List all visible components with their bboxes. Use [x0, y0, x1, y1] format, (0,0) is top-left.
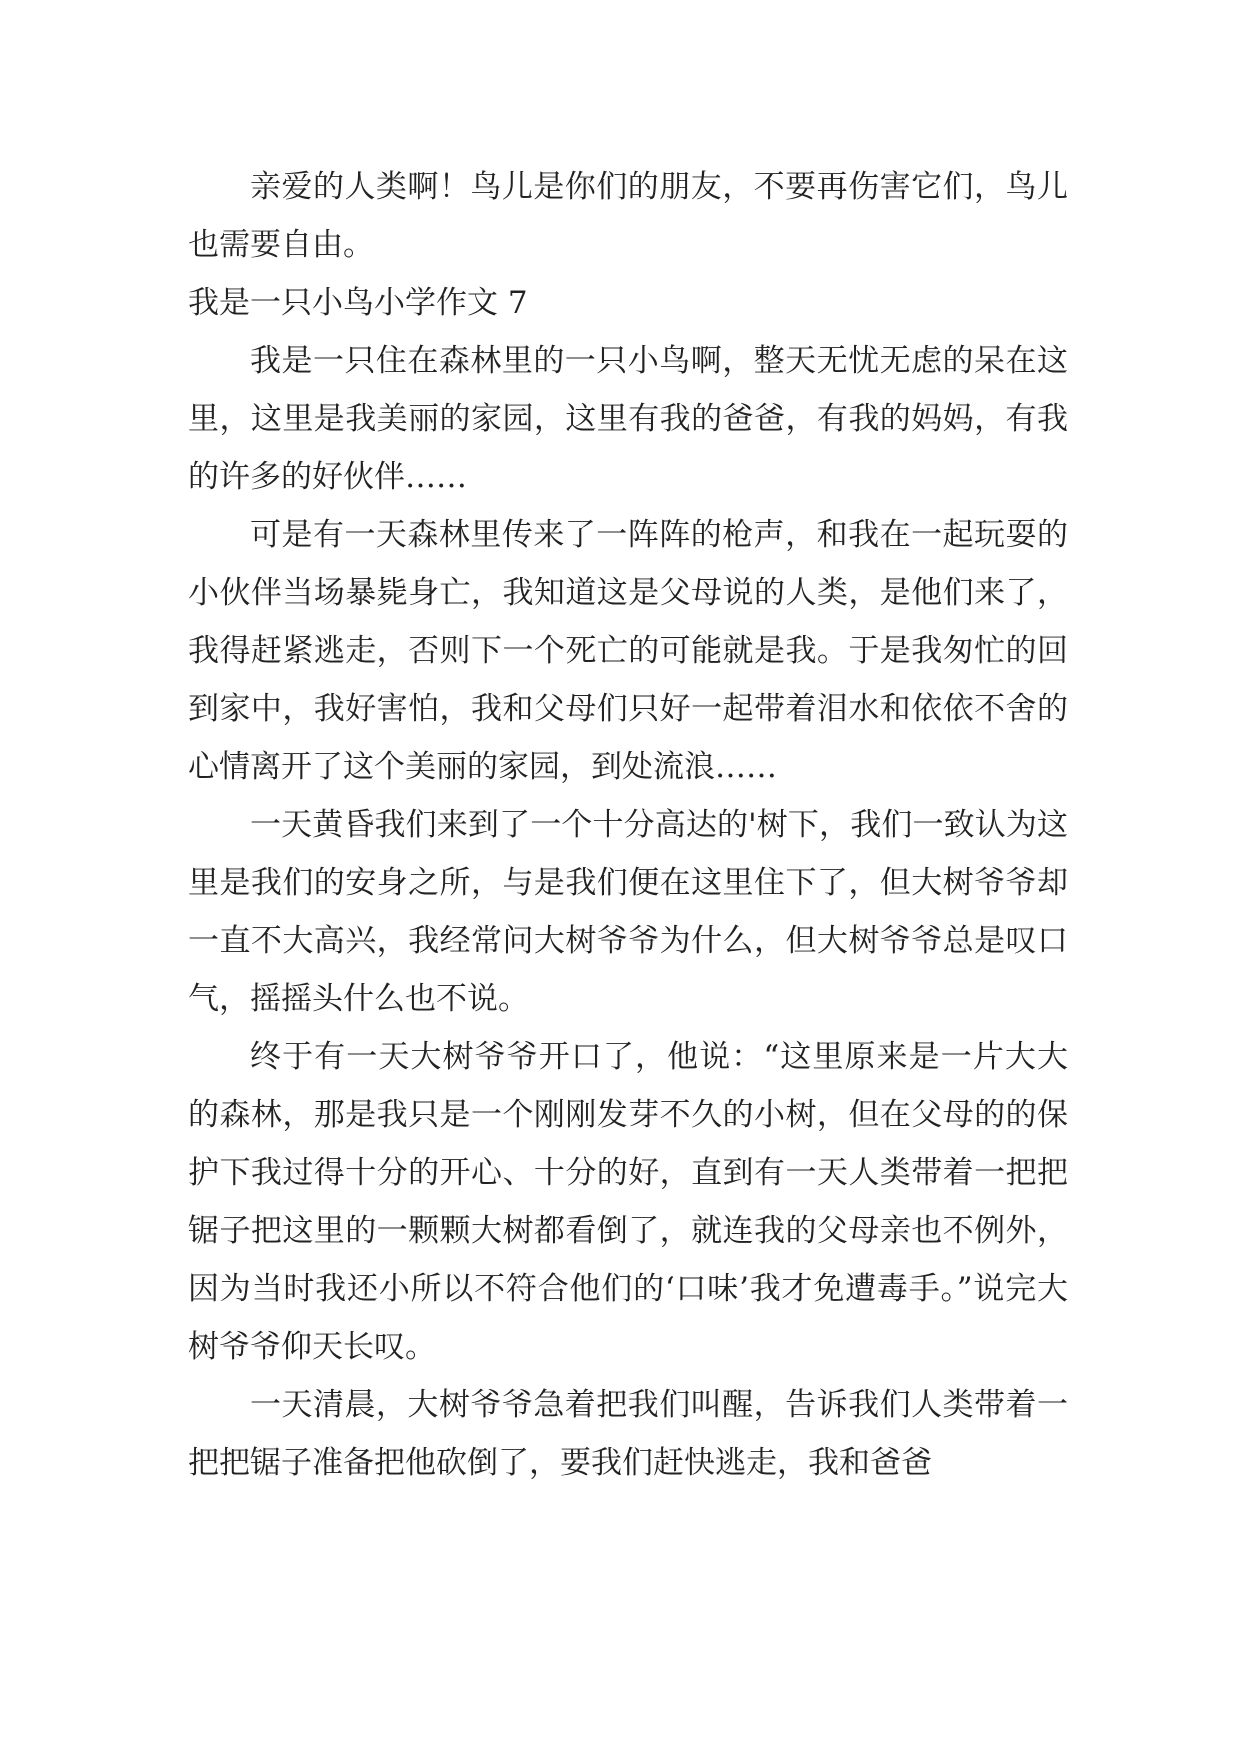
paragraph-closing-plea: 亲爱的人类啊！鸟儿是你们的朋友，不要再伤害它们，鸟儿也需要自由。 [188, 169, 1068, 263]
document-body [188, 158, 1068, 1492]
paragraph-tree-story: 终于有一天大树爷爷开口了，他说：“这里原来是一片大大的森林，那是我只是一个刚刚发芽不久的小树，但在父母的的保护下我过得十分的开心、十分的好，直到有一天人类带着一把把锯子把这里的一颗颗大树都看倒了，就连我的父母亲也不例外，因为当时我还小所以不符合他们的‘口味’我才免遭毒手。”说完大树爷爷仰天长叹。 [188, 1039, 1068, 1365]
paragraph-big-tree: 一天黄昏我们来到了一个十分高达的'树下，我们一致认为这里是我们的安身之所，与是我们便在这里住下了，但大树爷爷却一直不大高兴，我经常问大树爷爷为什么，但大树爷爷总是叹口气，摇摇头什么也不说。 [188, 807, 1068, 1017]
paragraph-gunshots: 可是有一天森林里传来了一阵阵的枪声，和我在一起玩耍的小伙伴当场暴毙身亡，我知道这是父母说的人类，是他们来了，我得赶紧逃走，否则下一个死亡的可能就是我。于是我匆忙的回到家中，我好害怕，我和父母们只好一起带着泪水和依依不舍的心情离开了这个美丽的家园，到处流浪…… [188, 517, 1068, 785]
paragraph-morning-escape: 一天清晨，大树爷爷急着把我们叫醒，告诉我们人类带着一把把锯子准备把他砍倒了，要我们赶快逃走，我和爸爸 [188, 1387, 1068, 1481]
paragraph-intro: 我是一只住在森林里的一只小鸟啊，整天无忧无虑的呆在这里，这里是我美丽的家园，这里有我的爸爸，有我的妈妈，有我的许多的好伙伴…… [188, 343, 1068, 495]
essay-heading: 我是一只小鸟小学作文 7 [188, 285, 528, 321]
